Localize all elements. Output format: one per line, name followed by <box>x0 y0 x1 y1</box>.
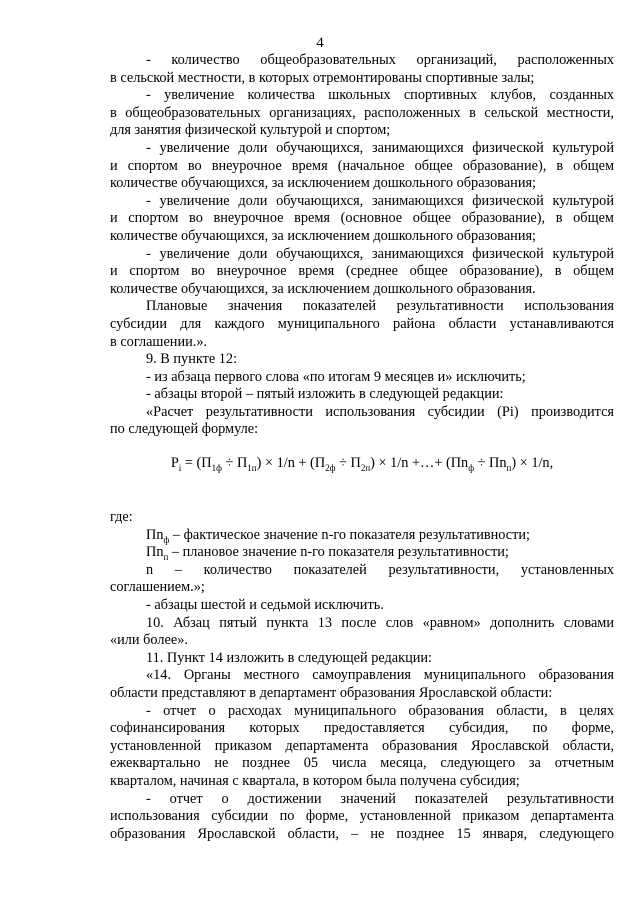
formula-sub: 1ф <box>211 462 222 473</box>
spacer <box>110 489 614 509</box>
text-line: - отчет о расходах муниципального образования области, в целях <box>146 702 614 719</box>
formula-sub: 2п <box>360 462 371 473</box>
text-line: по следующей формуле: <box>110 421 259 438</box>
definition-sub: ф <box>163 534 170 545</box>
formula-lhs: P <box>170 455 179 472</box>
definition-sub: п <box>163 552 169 563</box>
text-line: для занятия физической культурой и спортом; <box>110 122 391 139</box>
formula-term: ) × 1/n, <box>511 455 554 472</box>
text-line: - увеличение доли обучающихся, занимающихся физической культурой <box>146 245 614 262</box>
text-line: - увеличение количества школьных спортивных клубов, созданных <box>146 87 614 104</box>
formula: $P_i = (П_{1ф} \div П_{1п}) \times 1/n + (П_{2ф} \div П_{2п}) \times 1/n$ +…+ $(Пn_ф \div Пn_п) \times 1/n$, <box>170 455 554 473</box>
text-line: «Расчет результативности использования субсидии (Pi) производится <box>146 403 614 420</box>
text-line: «или более». <box>110 632 188 649</box>
text-line: и спортом во внеурочное время (среднее общее образование), в общем <box>110 263 614 280</box>
formula-term: ) × 1/n + (П <box>256 455 326 472</box>
formula-sub: i <box>178 462 182 473</box>
text-line: софинансирования которых предоставляется субсидия, по форме, <box>110 720 614 737</box>
definition-line <box>110 544 614 562</box>
text-line: n – количество показателей результативности, установленных <box>146 561 614 578</box>
formula-term: (П <box>196 455 212 472</box>
text-line: - количество общеобразовательных организаций, расположенных <box>146 52 614 68</box>
text-line: образования Ярославской области, – не позднее 15 января, следующего <box>110 825 614 842</box>
document-body <box>110 52 614 843</box>
formula-term: ÷ Пn <box>474 455 507 472</box>
text-line: Плановые значения показателей результативности использования <box>146 298 614 315</box>
text-line: области представляют в департамент образования Ярославской области: <box>110 685 553 701</box>
text-line: в общеобразовательных организациях, расположенных в сельской местности, <box>110 104 614 121</box>
text-line: 9. В пункте 12: <box>146 351 238 368</box>
text-line: кварталом, начиная с квартала, в котором была получена субсидия; <box>110 772 520 789</box>
definition-symbol: Пn <box>146 544 164 561</box>
text-line: - увеличение доли обучающихся, занимающихся физической культурой <box>146 192 614 209</box>
text-line: в соглашении.». <box>110 333 208 350</box>
text-line: количестве обучающихся, за исключением дошкольного образования; <box>110 175 537 192</box>
text-line: - увеличение доли обучающихся, занимающихся физической культурой <box>146 139 614 156</box>
text-line: 10. Абзац пятый пункта 13 после слов «равном» дополнить словами <box>146 614 614 631</box>
text-line: и спортом во внеурочное время (начальное общее образование), в общем <box>110 157 614 174</box>
text-line: количестве обучающихся, за исключением дошкольного образования. <box>110 280 536 297</box>
text-line: субсидии для каждого муниципального района области устанавливаются <box>110 315 614 332</box>
text-line: количестве обучающихся, за исключением дошкольного образования; <box>110 227 537 244</box>
page-number: 4 <box>316 35 324 51</box>
text-line: - абзацы шестой и седьмой исключить. <box>146 597 384 614</box>
formula-term: ) × 1/n +…+ (Пn <box>370 455 469 472</box>
text-line: установленной приказом департамента образования Ярославской области, <box>110 737 614 754</box>
text-line: и спортом во внеурочное время (основное общее образование), в общем <box>110 210 614 227</box>
text-line: использования субсидии по форме, установленной приказом департамента <box>110 808 614 825</box>
text-line: где: <box>110 509 133 526</box>
text-line: - отчет о достижении значений показателей результативности <box>146 790 614 807</box>
definition-text: – фактическое значение n-го показателя результативности; <box>169 526 531 543</box>
formula-term: ÷ П <box>221 455 248 472</box>
formula-sub: 2ф <box>325 462 336 473</box>
formula-sub: п <box>506 462 512 473</box>
definition-symbol: Пn <box>146 526 164 543</box>
text-line: «14. Органы местного самоуправления муниципального образования <box>146 667 614 684</box>
text-line: 11. Пункт 14 изложить в следующей редакции: <box>146 649 433 666</box>
text-line: - абзацы второй – пятый изложить в следующей редакции: <box>146 386 504 403</box>
text-line: - из абзаца первого слова «по итогам 9 месяцев и» исключить; <box>146 368 526 385</box>
formula-sub: 1п <box>247 462 257 473</box>
formula-sub: ф <box>468 462 475 473</box>
definition-text: – плановое значение n-го показателя результативности; <box>168 544 509 561</box>
text-line: соглашением.»; <box>110 579 205 596</box>
text-line: в сельской местности, в которых отремонтированы спортивные залы; <box>110 69 535 86</box>
text-line: ежеквартально не позднее 05 числа месяца, следующего за отчетным <box>110 755 614 772</box>
definition-line <box>110 527 614 545</box>
formula-term: ÷ П <box>335 455 361 472</box>
